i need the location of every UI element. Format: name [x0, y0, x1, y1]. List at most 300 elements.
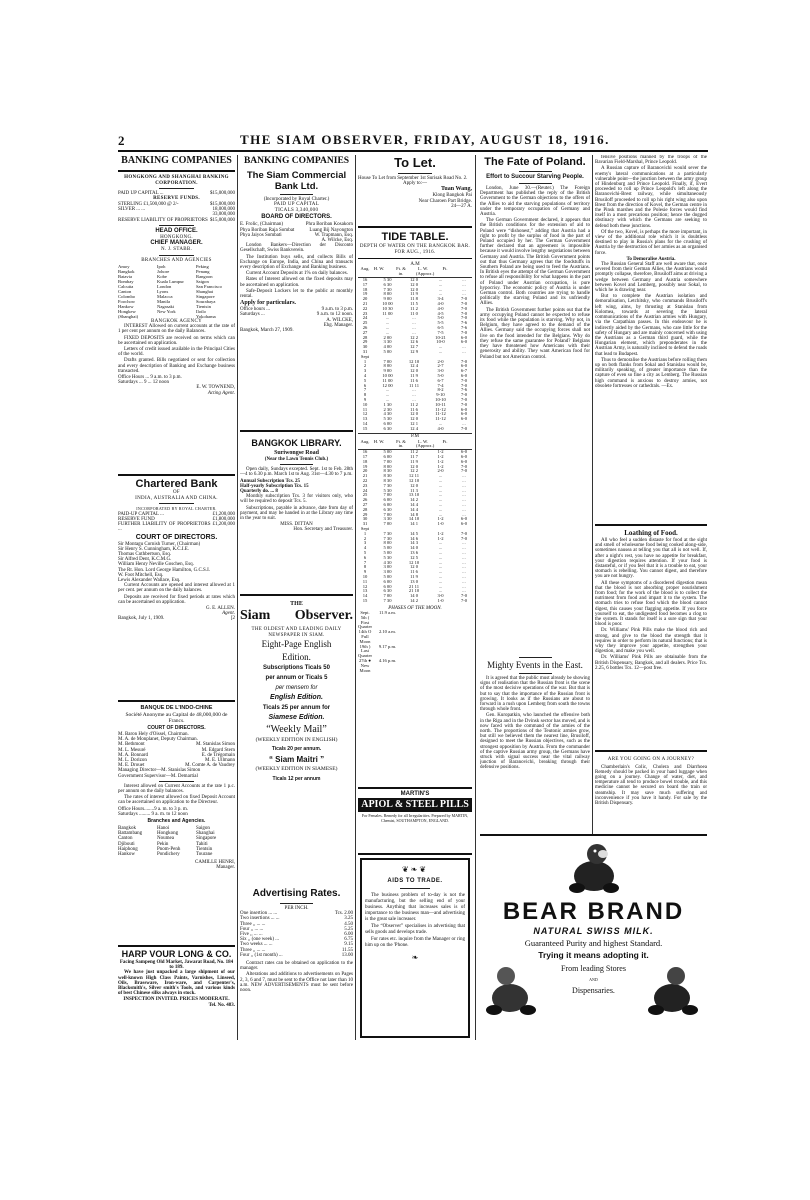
cell: 6-0: [460, 363, 468, 369]
cell: ...: [438, 497, 443, 503]
cell: ...: [385, 387, 390, 393]
library-name: BANGKOK LIBRARY.: [251, 438, 342, 448]
cell: 1-2: [437, 463, 444, 469]
cell: Three ,, ... ...: [240, 947, 266, 953]
cell: 4-0: [437, 305, 444, 311]
cell: ...: [462, 554, 466, 560]
cell: Aug.: [360, 438, 370, 444]
cell: ...: [412, 315, 416, 321]
cell: A Russian capture of Baranovichi would sever the enemy's lateral communications at a particularly vulnerable point—the junction between the army group of Hindenburg and Prince Leopold. Finally, if, Evert proceeded to roll up Prince Leopold's left along the Baranovichi-Brest railway, while simultaneously Brusiloff proceeded to roll up his right wing also upon Brest from the direction of Kovel, the German centre in the Pinsk marshes and the Polesie forces would find itself in a most precarious position; hence the dogged obstinacy with which the Germans are seeking to defend both these junctions.: [595, 166, 707, 229]
cell: Noumea: [157, 836, 174, 842]
cell: Sourabaya: [196, 298, 216, 304]
board-heading: BOARD OF DIRECTORS.: [261, 214, 332, 221]
cell: 21: [362, 473, 368, 479]
cell: 6 00: [383, 420, 392, 426]
cell: 12 10: [408, 559, 420, 565]
cell: Ft. & in.: [396, 266, 406, 277]
cell: 3-0: [437, 593, 444, 599]
cell: Three ,, ... ...: [240, 921, 266, 927]
cell: 8 00: [383, 463, 392, 469]
cell: 5 30: [383, 554, 392, 560]
cell: 4: [363, 372, 367, 378]
cell: PAID-UP CAPITAL ...: [118, 511, 164, 517]
cell: ...: [462, 540, 466, 546]
bank-name: BANQUE DE L'INDO-CHINE: [140, 705, 213, 711]
cell: 3-0: [437, 368, 444, 374]
cell: 1-2: [437, 530, 444, 536]
cell: 6-0: [460, 516, 468, 522]
cell: 6-0: [460, 406, 468, 412]
cell: W. Trapmann, Esq.: [314, 232, 353, 238]
cell: 13: [362, 588, 368, 594]
cell: Hongkew: [118, 308, 136, 314]
cell: 8 30: [383, 478, 392, 484]
inspection-note: INSPECTION INVITED. PRICES MODERATE.: [123, 997, 230, 1003]
apply-label: Apply to:—: [402, 181, 428, 187]
incorporated: (Incorporated by Royal Charter.): [263, 197, 330, 202]
paragraph: [595, 538, 707, 580]
cell: Ft.: [442, 438, 448, 444]
cell: ...: [438, 478, 443, 484]
cell: 14 6: [409, 535, 419, 541]
cell: $15,000,000: [210, 201, 235, 207]
cell: 11 6: [410, 377, 418, 383]
cell: 6: [363, 382, 367, 388]
cell: 13.00: [341, 952, 353, 958]
reference: 24—27 A.: [451, 203, 472, 209]
reserve-heading: RESERVE FUNDS.: [153, 196, 200, 202]
moon-phases-heading: PHASES OF THE MOON.: [388, 605, 442, 611]
signatory-title: Manager.: [216, 865, 235, 871]
cell: 5 30: [383, 487, 392, 493]
paragraph: [240, 467, 353, 477]
cell: 12 0: [409, 416, 419, 422]
cell: 12 10: [408, 478, 420, 484]
observer-logo-right: Observer.: [294, 608, 353, 623]
fine-print: For Females. Remedy for all Irregularities. Prepared by MARTIN, Chemist, SOUTHAMPTON, ENGLAND.: [361, 813, 469, 823]
rate-row: [240, 953, 353, 958]
cell: 3 00: [383, 564, 392, 570]
cell: Sept: [360, 353, 370, 359]
per-inch-label: PER INCH.: [284, 906, 309, 911]
branch-row-list: [118, 264, 235, 319]
article-subheadline: Effort to Succour Starving People.: [486, 174, 584, 180]
page-number: 2: [118, 133, 125, 148]
moon-phase: [358, 611, 472, 630]
cell: 11 3: [410, 487, 418, 493]
cell: 1: [363, 358, 367, 364]
cell: 14: [362, 420, 368, 426]
cell: Foochow: [118, 298, 136, 304]
cell: Office hours ...: [240, 307, 271, 313]
signatory-title: Ehg. Manager.: [323, 322, 353, 328]
cell: ...: [385, 320, 390, 326]
cell: Rates of Interest allowed on the fixed deposits may be ascertained on application.: [240, 277, 353, 288]
cell: $15,000,000: [210, 191, 235, 197]
divider: [280, 464, 314, 465]
cell: 10-11: [435, 401, 446, 407]
dateline: Bangkok, March 27, 1909.: [240, 328, 294, 334]
cell: Luang Bij Nayongton: [309, 227, 353, 233]
cell: Current Account Deposits at 1% on daily balances.: [246, 271, 348, 277]
cell: 24: [362, 487, 368, 493]
contact-name: Tuan Wang,: [440, 186, 472, 193]
cell: 29: [362, 339, 368, 345]
column-rule: [475, 155, 476, 1040]
cell: ...: [462, 588, 466, 594]
cell: 7 30: [383, 535, 392, 541]
cell: 7 30: [383, 530, 392, 536]
cell: 17: [362, 454, 368, 460]
cell: 7 30: [383, 286, 392, 292]
masthead-rule: [118, 150, 708, 152]
cell: 23: [362, 482, 368, 488]
cell: 12 7: [409, 344, 419, 350]
article-journey: [595, 755, 707, 831]
paragraph-list: [118, 583, 235, 605]
hours-row-list: [118, 375, 235, 385]
cell: Bombay: [118, 278, 134, 284]
cell: Annual Subscription Tcs. 25: [240, 478, 301, 484]
cell: 18: [362, 458, 368, 464]
divider: [118, 170, 235, 172]
article-subheading: To Demoralise Austria.: [626, 256, 676, 262]
cell: 7: [363, 387, 367, 393]
cell: ...: [462, 487, 466, 493]
paragraph: [480, 308, 590, 360]
paragraph: [480, 676, 590, 712]
cell: 7 00: [383, 511, 392, 517]
cell: 6-5: [437, 324, 444, 330]
divider: [400, 888, 430, 889]
observer-tagline-2: NEWSPAPER IN SIAM.: [268, 632, 325, 638]
cell: 12: [362, 411, 368, 417]
moon-phase: [358, 659, 472, 673]
of-label: OF: [173, 490, 180, 495]
cell: 13 0: [409, 578, 419, 584]
cell: Deposits are received for fixed periods at rates which can be ascertained on application.: [118, 594, 235, 605]
cell: 6-7: [437, 377, 444, 383]
cell: All who feel a sudden distaste for food at the sight and smell of wholesome food being cooked along-side, sometimes nausea at telling you that all is not well. If, after a night's rest, you have no appetite for breakfast, your digestion requires attention. If your food is distasteful, or if you feel that it is a trouble to eat, your stomach is rebelling. You cannot digest, and therefore you are not hungry.: [595, 538, 707, 580]
divider: [159, 503, 194, 504]
cell: 7-0: [460, 463, 468, 469]
cell: 11 2: [410, 449, 418, 455]
siamese-price: Ticals 25 per annum for: [262, 705, 331, 712]
cell: 4-0: [437, 425, 444, 431]
signatory: A. WILCKE,: [326, 317, 353, 323]
article-mighty-events: [480, 655, 590, 831]
cell: Saturdays ... 9 ... 12 noon: [118, 380, 169, 386]
cell: £1,800,000: [212, 516, 235, 522]
paragraph-list: [240, 243, 353, 299]
cell: Tahiti: [196, 841, 208, 847]
martins-pills-advert: [358, 790, 472, 852]
cell: ...: [438, 564, 443, 570]
cell: 10: [362, 401, 368, 407]
paragraph: [365, 893, 465, 923]
cell: 2-0: [437, 358, 444, 364]
cell: 1-2: [437, 458, 444, 464]
cell: Office Hours ... 9 a.m. to 3 p.m.: [118, 375, 182, 380]
cell: Two weeks ... ...: [240, 942, 273, 948]
cell: 26: [362, 324, 368, 330]
cell: ...: [438, 291, 443, 297]
cell: Two insertions ... ...: [240, 916, 280, 922]
cell: 1-2: [437, 535, 444, 541]
cell: 1-2: [437, 449, 444, 455]
cell: 9: [363, 569, 367, 575]
cell: 10-10: [435, 396, 446, 402]
divider: [398, 173, 432, 174]
siam-maitri: “ Siam Maitri ”: [268, 755, 325, 765]
cell: 12 2: [409, 468, 419, 474]
cell: 9.17 p.m.: [378, 643, 397, 649]
branch-row-list: [118, 826, 235, 857]
chartered-bank-advert: [118, 478, 235, 700]
cell: ...: [438, 348, 443, 354]
divider: [159, 188, 194, 189]
cell: Phya Jaiyos Sombati: [240, 232, 282, 238]
cell: 11 9: [410, 458, 418, 464]
cell: 11 0: [410, 310, 418, 316]
cell: 11 11: [409, 382, 419, 388]
moon-phase-list: [358, 611, 472, 673]
paragraph: [240, 961, 353, 971]
divider: [358, 258, 472, 259]
capital-row: [118, 522, 235, 532]
cell: 11.9 a.m.: [379, 609, 396, 615]
cell: Current Accounts are opened and interest allowed at 1 per cent. per annum on the daily balances.: [118, 583, 235, 594]
cell: 29: [362, 511, 368, 517]
tide-row-pm-list: [358, 450, 472, 604]
bear-brand-advert: [480, 838, 707, 1033]
cell: SILVER ... ...: [118, 207, 146, 213]
cell: 19th ) Last Quarter: [358, 643, 373, 659]
cell: All these symptoms of a disordered digestion mean that the blood is not absorbing proper nourishment from food; for the work of the blood is to collect the nutriment from food and impart it to the system. The stomach tries to refuse food which the blood cannot digest, this causes your flagging appetite. If you force yourself to eat, the undigested food becomes a clog to the system. It stands for itself is a sure sign that your blood is poor.: [595, 580, 707, 628]
cell: 14 2: [409, 497, 419, 503]
cell: 14 4: [409, 506, 419, 512]
cell: Djibouti: [118, 841, 135, 847]
cell: 12 4: [409, 425, 419, 431]
cell: Alterations and additions to advertisements on Pages 2, 3, 6 and 7, must be sent to the Office not later than 10 a.m. NEW ADVERTISEMENTS must be sent before noon.: [240, 972, 353, 994]
cell: Amoy: [118, 263, 130, 269]
cell: 14 5: [409, 530, 419, 536]
hours-row-list: [240, 307, 353, 317]
cell: Saturdays ...: [240, 312, 265, 318]
cell: M. Edgard Stern: [201, 747, 235, 753]
paragraph: [118, 795, 235, 805]
cell: 1-0: [437, 521, 444, 527]
paragraph: [480, 218, 590, 306]
cell: 12 0: [409, 564, 419, 570]
divider: [159, 225, 194, 226]
cell: Hanoi: [157, 826, 170, 832]
cell: 12 0: [409, 463, 419, 469]
cell: M. A. de Monplanet, Deputy Chairman.: [118, 737, 198, 743]
cell: 3: [363, 540, 367, 546]
cell: Hankow: [118, 303, 134, 309]
cell: 5 30: [383, 276, 392, 282]
branches-heading: BRANCHES AND AGENCIES: [141, 257, 212, 263]
cell: 11: [362, 578, 368, 584]
cell: 2: [363, 363, 367, 369]
reserve-row-list: [118, 202, 235, 223]
cell: 10 00: [382, 300, 393, 306]
cell: ...: [438, 511, 443, 517]
paragraph: [240, 271, 353, 276]
cell: 14 4: [409, 502, 419, 508]
cell: 6 00: [383, 578, 392, 584]
cell: 2.10 a.m.: [378, 629, 397, 635]
paragraph: [240, 243, 353, 253]
cell: 12 0: [409, 411, 419, 417]
column-rule: [237, 155, 238, 1040]
telephone: Tel. No. 483.: [208, 1002, 235, 1008]
cell: 5-0: [437, 372, 444, 378]
cell: 12 11: [408, 473, 420, 479]
cell: A. Wilcke, Esq.: [321, 238, 353, 243]
cell: 6-0: [460, 334, 468, 340]
cell: ...: [438, 569, 443, 575]
cell: ...: [438, 482, 443, 488]
cell: The business problem of to-day is not the manufacturing, but the selling end of your business. Anything that increases sales is of importance to the business man—and advertising is the great sale increaser.: [365, 893, 465, 923]
cell: 9-10: [436, 392, 445, 398]
cell: 7-0: [460, 392, 468, 398]
cell: ...: [462, 569, 466, 575]
cell: 12: [362, 583, 368, 589]
bear-illustration-icon: [642, 962, 702, 1017]
signatory: E. W. TOWNEND,: [196, 385, 235, 391]
cell: £1,200,000: [212, 511, 235, 517]
cell: 12 6: [409, 339, 419, 345]
cell: 19: [362, 463, 368, 469]
cell: Sept. 5th ( First Quarter: [358, 609, 373, 630]
cell: 6: [363, 554, 367, 560]
cell: ...: [438, 281, 443, 287]
cell: 5.25: [344, 926, 353, 932]
paragraph: [595, 581, 707, 628]
cell: ...: [462, 348, 466, 354]
paragraph: [240, 506, 353, 522]
cell: 14 2: [409, 597, 419, 603]
library-street: Suriwongse Road: [274, 450, 319, 456]
cell: 14 0: [409, 593, 419, 599]
cell: 11 2: [410, 401, 418, 407]
cell: Phya Boriban Raja Sombat: [240, 227, 295, 233]
banque-indochine-advert: [118, 704, 235, 944]
cell: 21: [362, 300, 368, 306]
cell: ...: [438, 420, 443, 426]
cell: 3: [363, 368, 367, 374]
cell: 16: [362, 276, 368, 282]
cell: Batavia: [118, 273, 133, 279]
cell: 7-6: [460, 324, 468, 330]
cell: 2-0: [437, 468, 444, 474]
paragraph: [480, 186, 590, 217]
cell: 1-2: [437, 454, 444, 460]
cell: Kuala Lumpur: [157, 278, 184, 284]
cell: 11 9: [410, 291, 418, 297]
officer-list: [118, 732, 235, 742]
cell: Of the two, Kovel, is perhaps the more important, in view of the additional role which it is doubtless destined to play in Russia's plans for the crushing of Austria by the destruction of her armies as an organised force.: [595, 229, 707, 256]
cell: 4: [363, 545, 367, 551]
cell: ...: [385, 329, 390, 335]
cell: H. W.: [373, 438, 385, 444]
subscriptions-line-3: per mensem for: [275, 685, 318, 692]
cell: 7-0: [460, 597, 468, 603]
cell: 7-6: [460, 320, 468, 326]
bear-brand-line-3: From leading Stores: [561, 964, 626, 973]
cell: 16: [362, 449, 368, 455]
cell: Rangoon: [196, 273, 213, 279]
bank-capital: Société Anonyme au Capital de 48,000,000 de Francs.: [125, 712, 228, 724]
cell: Pondichery: [157, 852, 180, 858]
paragraph: [595, 765, 707, 807]
cell: 7-5: [437, 329, 444, 335]
cell: 31: [362, 521, 368, 527]
cell: Calcutta: [118, 283, 134, 289]
cell: Bangkok: [118, 268, 135, 274]
cell: 21 11: [408, 583, 420, 589]
cell: 7 00: [383, 358, 392, 364]
cell: London: [157, 283, 172, 289]
cell: 12 9: [409, 348, 419, 354]
signatory-title: Acting Agent.: [207, 390, 235, 396]
divider: [118, 945, 235, 947]
cell: ...: [438, 554, 443, 560]
company-name: HARP VOUR LONG & CO.: [121, 949, 232, 959]
reference: [2: [230, 616, 235, 622]
company-address: Facing Sampeng Old Market, Jawarat Road, No. 184 to 189.: [119, 960, 234, 971]
cell: Monthly subscription Tcs. 3 for visitors only, who will be required to deposit Tcs. 5.: [240, 494, 353, 505]
cell: 9.15: [344, 942, 353, 948]
cell: ...: [438, 473, 443, 479]
cell: FURTHER LIABILITY OF PROPRIETORS ...: [118, 522, 211, 533]
bear-brand-and: AND: [589, 977, 598, 982]
cell: Ipoh: [157, 263, 166, 269]
board-row-list: [240, 222, 353, 243]
subscriptions-line-2: per annum or Ticals 5: [265, 675, 328, 682]
edition-line: Eight-Page English: [261, 639, 332, 650]
dateline: Bangkok, July 1, 1909.: [118, 616, 165, 622]
cell: 6 00: [383, 497, 392, 503]
cell: 11-12: [435, 406, 446, 412]
cell: 12 0: [409, 286, 419, 292]
cell: Iloilo: [196, 308, 206, 314]
paragraph-list: [595, 765, 707, 807]
english-edition: English Edition.: [270, 694, 323, 702]
cell: 23: [362, 310, 368, 316]
tide-heading: TIDE TABLE.: [381, 231, 449, 243]
cell: 14 0: [409, 545, 419, 551]
cell: Colombo: [118, 293, 136, 299]
cell: Sept: [360, 526, 370, 532]
siam-maitri-price: Ticals 12 per annum: [272, 776, 321, 783]
weekly-mail-sub: (WEEKLY EDITION IN ENGLISH): [255, 737, 338, 744]
cell: 21 10: [408, 588, 420, 594]
cell: 7-0: [460, 425, 468, 431]
cell: E. de Trégomain: [201, 752, 235, 758]
cell: Office Hours........9 a. m. to 3 p. m.: [118, 806, 189, 812]
cell: Chamberlain's Colic, Cholera and Diarrhoea Remedy should be packed in your hand luggage when going on a journey. Change of water, diet, and temperature all tend to produce bowel trouble, and this medicine cannot be secured on board the train or steamship. It may save much suffering and inconvenience if you have it handy. For sale by the British Dispensary.: [595, 764, 707, 807]
column-rule: [592, 155, 593, 835]
cell: W. Foot Mitchell, Esq.: [118, 572, 164, 578]
cell: ...: [462, 473, 466, 479]
hsbc-advert: [118, 155, 235, 473]
siam-maitri-sub: (WEEKLY EDITION IN SIAMESE): [255, 766, 338, 773]
cell: Four ,, (1st month) ...: [240, 952, 283, 958]
bear-brand-line-4: Dispensaries.: [572, 986, 615, 995]
